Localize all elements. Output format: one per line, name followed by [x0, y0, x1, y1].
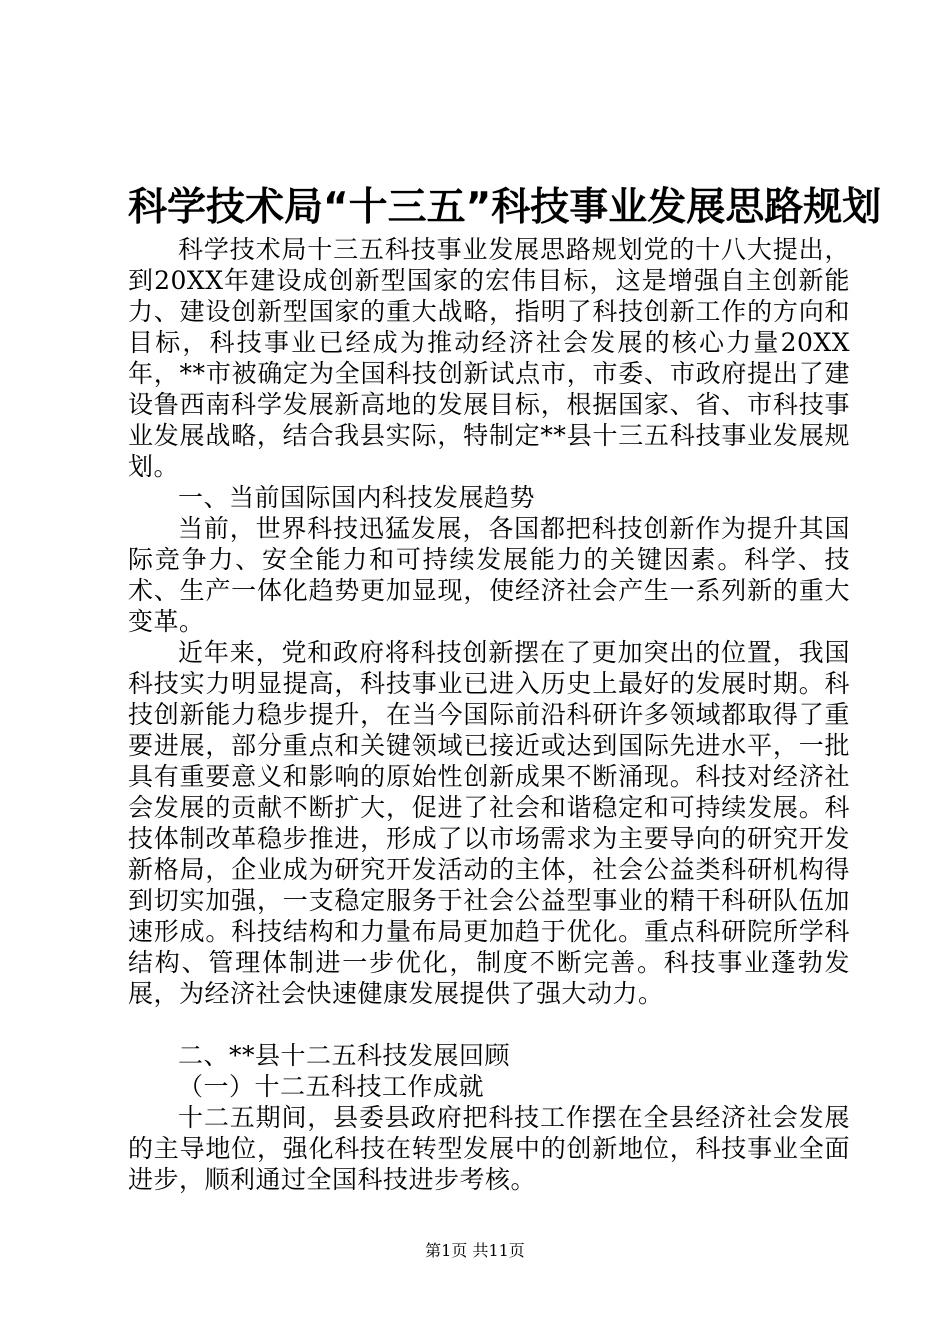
- page-footer: 第1页 共11页: [425, 1241, 525, 1260]
- document-title: 科学技术局“十三五”科技事业发展思路规划: [128, 185, 882, 230]
- section1-heading: 一、当前国际国内科技发展趋势: [178, 483, 536, 512]
- section2-heading: 二、**县十二五科技发展回顾: [178, 1041, 511, 1070]
- section1-paragraph-2: 近年来，党和政府将科技创新摆在了更加突出的位置，我国科技实力明显提高，科技事业已进入历史上最好的发展时期。科技创新能力稳步提升，在当今国际前沿科研许多领域都取得了重要进展，部分重点和关键领域已接近或达到国际先进水平，一批具有重要意义和影响的原始性创新成果不断涌现。科技对经济社会发展的贡献不断扩大，促进了社会和谐稳定和可持续发展。科技体制改革稳步推进，形成了以市场需求为主要导向的研究开发新格局，企业成为研究开发活动的主体，社会公益类科研机构得到切实加强，一支稳定服务于社会公益型事业的精干科研队伍加速形成。科技结构和力量布局更加趋于优化。重点科研院所学科结构、管理体制进一步优化，制度不断完善。科技事业蓬勃发展，为经济社会快速健康发展提供了强大动力。: [128, 638, 850, 1008]
- document-body: [128, 234, 850, 1195]
- section1-paragraph-1: 当前，世界科技迅猛发展，各国都把科技创新作为提升其国际竞争力、安全能力和可持续发展能力的关键因素。科学、技术、生产一体化趋势更加显现，使经济社会产生一系列新的重大变革。: [128, 514, 850, 636]
- section2-paragraph-1: 十二五期间，县委县政府把科技工作摆在全县经济社会发展的主导地位，强化科技在转型发展中的创新地位，科技事业全面进步，顺利通过全国科技进步考核。: [128, 1103, 850, 1194]
- intro-paragraph: 科学技术局十三五科技事业发展思路规划党的十八大提出，到20XX年建设成创新型国家的宏伟目标，这是增强自主创新能力、建设创新型国家的重大战略，指明了科技创新工作的方向和目标，科技事业已经成为推动经济社会发展的核心力量20XX年，**市被确定为全国科技创新试点市，市委、市政府提出了建设鲁西南科学发展新高地的发展目标，根据国家、省、市科技事业发展战略，结合我县实际，特制定**县十三五科技事业发展规划。: [128, 235, 850, 481]
- paragraph-gap: [128, 1009, 850, 1040]
- section2-subheading-1: （一）十二五科技工作成就: [178, 1072, 485, 1101]
